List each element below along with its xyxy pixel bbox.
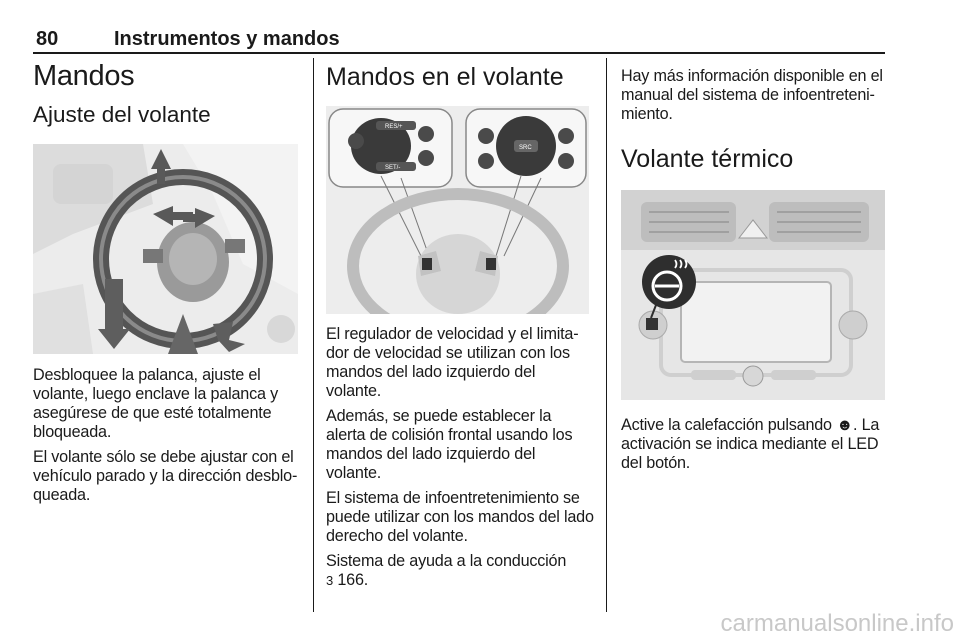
col1-paragraph-2: El volante sólo se debe ajustar con el vehículo parado y la dirección desblo-queada. <box>33 448 298 504</box>
col2-paragraph-3: El sistema de infoentretenimiento se puede utilizar con los mandos del lado derecho del volante. <box>326 489 594 545</box>
subheading-ajuste-volante: Ajuste del volante <box>33 102 211 127</box>
steering-adjust-illustration <box>33 144 298 354</box>
page-reference-number[interactable]: 166. <box>337 571 369 589</box>
header-rule <box>33 52 885 54</box>
heading-mandos-volante: Mandos en el volante <box>326 63 564 91</box>
watermark: carmanualsonline.info <box>720 610 954 637</box>
column-3 <box>621 58 889 473</box>
column-divider-2 <box>606 58 607 612</box>
column-2 <box>326 58 594 590</box>
steering-controls-illustration <box>326 106 589 314</box>
heated-steering-illustration <box>621 190 885 400</box>
column-1 <box>33 58 301 505</box>
heated-steering-icon: ☻ <box>836 416 854 434</box>
section-heading-mandos: Mandos <box>33 60 135 92</box>
page-reference-arrow[interactable]: 3 <box>326 573 334 588</box>
heated-text-end: . La activación se indica mediante el LED del botón. <box>621 416 880 472</box>
col3-intro: Hay más información disponible en el manual del sistema de infoentreteni-miento. <box>621 67 883 123</box>
heading-volante-termico: Volante térmico <box>621 145 794 173</box>
cross-reference-text: Sistema de ayuda a la conducción <box>326 552 567 570</box>
heated-steering-figure <box>621 190 885 400</box>
page-number: 80 <box>36 28 59 50</box>
src-label: SRC <box>519 145 532 151</box>
col2-paragraph-4 <box>326 552 594 590</box>
col2-paragraph-1: El regulador de velocidad y el limita-dor de velocidad se utilizan con los mandos del lado izquierdo del volante. <box>326 325 579 400</box>
col1-paragraph-1: Desbloquee la palanca, ajuste el volante, luego enclave la palanca y asegúrese de que esté totalmente bloqueada. <box>33 366 278 441</box>
section-title: Instrumentos y mandos <box>114 28 340 50</box>
res-label: RES/+ <box>385 124 403 130</box>
page-header <box>33 6 885 50</box>
steering-adjust-figure <box>33 144 298 354</box>
steering-controls-figure <box>326 106 589 314</box>
set-label: SET/- <box>385 165 401 171</box>
heated-text-start: Active la calefacción pulsando <box>621 416 832 434</box>
col2-paragraph-2: Además, se puede establecer la alerta de colisión frontal usando los mandos del lado izquierdo del volante. <box>326 407 573 482</box>
col3-paragraph <box>621 416 889 473</box>
column-divider-1 <box>313 58 314 612</box>
